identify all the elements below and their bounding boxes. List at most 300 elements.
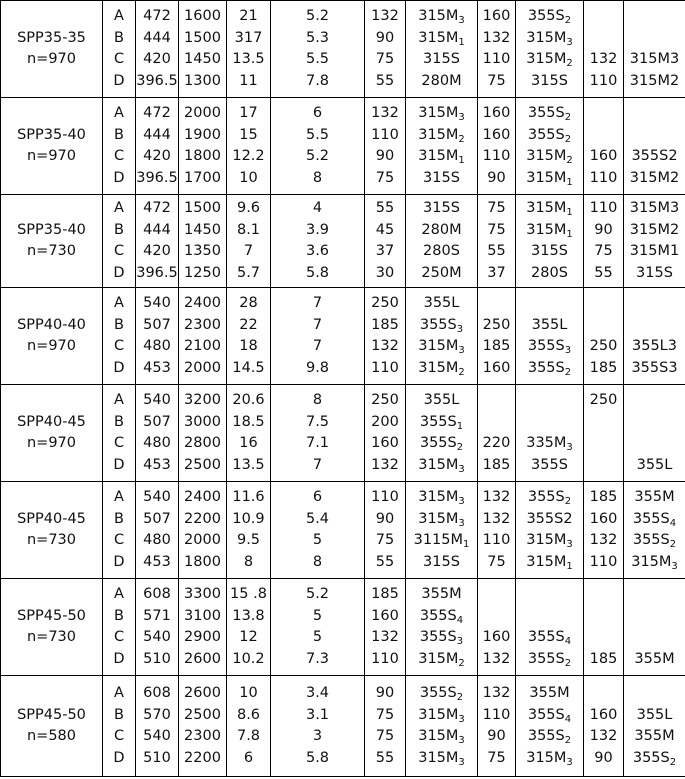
cell-value: 185 <box>482 456 511 473</box>
cell-value: $355S_3$ <box>527 338 572 356</box>
cell-value: 355S2 <box>526 510 573 527</box>
cell-value <box>584 103 623 125</box>
model-speed: n=970 <box>26 51 76 67</box>
cell-value: 540 <box>143 629 171 645</box>
cell-value: 3.9 <box>305 221 330 238</box>
value-col9 <box>478 579 516 676</box>
cell-value: $315M_3$ <box>418 749 465 768</box>
cell-value: C <box>113 629 125 645</box>
cell-value: C <box>113 435 125 451</box>
cell-value: 15 .8 <box>230 586 267 602</box>
variant-cell <box>103 676 136 777</box>
value-col6 <box>271 676 365 777</box>
cell-value: 1600 <box>184 8 221 24</box>
cell-value: 355S2 <box>631 148 678 164</box>
cell-value: 10 <box>239 169 258 186</box>
cell-value: 3000 <box>184 413 221 430</box>
cell-value: 5 <box>312 532 323 548</box>
cell-value: 75 <box>594 243 613 259</box>
cell-value: A <box>114 489 124 505</box>
cell-value: 45 <box>375 221 395 238</box>
value-col9 <box>478 676 516 777</box>
cell-value: 5.5 <box>305 51 330 67</box>
cell-value: A <box>114 200 124 216</box>
cell-value: 110 <box>371 650 399 667</box>
cell-value: 5 <box>312 607 323 624</box>
model-name: SPP35-40 <box>17 127 86 143</box>
table-row <box>1 288 685 385</box>
cell-value <box>478 293 515 315</box>
cell-value: 5.3 <box>305 29 330 46</box>
cell-value: 220 <box>482 435 511 451</box>
cell-value: 75 <box>375 532 395 548</box>
model-name: SPP40-40 <box>17 317 86 333</box>
cell-value: 7 <box>312 338 323 354</box>
cell-value: 11.6 <box>232 489 265 505</box>
value-col9 <box>478 195 516 288</box>
cell-value <box>584 125 623 147</box>
cell-value: 250 <box>371 295 399 311</box>
cell-value: 8.6 <box>236 706 261 723</box>
cell-value <box>624 433 685 455</box>
cell-value: 200 <box>371 413 399 430</box>
cell-value <box>584 683 623 705</box>
cell-value: B <box>114 706 124 723</box>
cell-value: 315S <box>423 51 460 67</box>
cell-value: D <box>113 456 125 473</box>
cell-value: 3 <box>312 728 323 744</box>
cell-value: 480 <box>143 435 171 451</box>
cell-value: 250M <box>421 264 462 281</box>
cell-value: 10.2 <box>232 650 265 667</box>
value-col3 <box>136 385 179 482</box>
cell-value: 16 <box>239 435 258 451</box>
motor-col10 <box>516 1 584 98</box>
cell-value: 9.5 <box>236 532 261 548</box>
cell-value <box>478 584 515 606</box>
cell-value: 1800 <box>184 148 221 164</box>
cell-value: 90 <box>487 728 506 744</box>
cell-value <box>584 433 623 455</box>
cell-value: C <box>113 728 125 744</box>
model-speed: n=970 <box>26 338 76 354</box>
cell-value: $355S_2$ <box>527 489 572 507</box>
table-row <box>1 579 685 676</box>
model-cell <box>1 482 103 579</box>
cell-value: 2300 <box>184 316 221 333</box>
variant-cell <box>103 195 136 288</box>
cell-value: D <box>113 169 125 186</box>
motor-col8 <box>406 676 478 777</box>
value-col5 <box>227 482 271 579</box>
motor-col10 <box>516 288 584 385</box>
cell-value: 3200 <box>184 392 221 408</box>
cell-value: $355S_4$ <box>632 510 677 529</box>
model-name: SPP35-35 <box>17 30 86 46</box>
value-col4 <box>179 482 227 579</box>
cell-value: 453 <box>143 553 171 570</box>
cell-value <box>584 6 623 28</box>
cell-value: 18 <box>239 338 258 354</box>
cell-value: 3.4 <box>305 685 330 701</box>
cell-value: 132 <box>371 105 399 121</box>
variant-cell <box>103 1 136 98</box>
cell-value: 355M <box>634 650 675 667</box>
cell-value: 453 <box>143 359 171 376</box>
cell-value: 6 <box>312 489 323 505</box>
cell-value: 75 <box>375 169 395 186</box>
value-col6 <box>271 579 365 676</box>
cell-value: 540 <box>143 489 171 505</box>
value-col9 <box>478 385 516 482</box>
cell-value: 280M <box>421 221 462 238</box>
cell-value: 2100 <box>184 338 221 354</box>
cell-value: 355M <box>634 728 675 744</box>
cell-value: 5.2 <box>305 586 330 602</box>
cell-value: 420 <box>143 51 171 67</box>
cell-value: 355S <box>531 456 568 473</box>
cell-value: 250 <box>589 392 618 408</box>
cell-value: 185 <box>482 338 511 354</box>
cell-value: $315M_1$ <box>526 553 573 572</box>
cell-value <box>624 125 685 147</box>
motor-col8 <box>406 385 478 482</box>
motor-col12 <box>624 676 685 777</box>
table-row <box>1 676 685 777</box>
cell-value: 315M3 <box>629 51 680 67</box>
cell-value: 472 <box>143 105 171 121</box>
cell-value: 315M3 <box>629 200 680 216</box>
cell-value: 315S <box>423 553 460 570</box>
cell-value: 11 <box>239 72 258 89</box>
cell-value: 2000 <box>184 532 221 548</box>
cell-value: C <box>113 338 125 354</box>
cell-value: 37 <box>375 243 395 259</box>
cell-value: 250 <box>589 338 618 354</box>
model-cell <box>1 195 103 288</box>
cell-value: 8 <box>312 169 323 186</box>
cell-value: 10.9 <box>232 510 265 527</box>
cell-value: 570 <box>143 706 171 723</box>
cell-value: 507 <box>143 316 171 333</box>
motor-col8 <box>406 579 478 676</box>
cell-value: 355M <box>421 586 462 602</box>
cell-value: 21 <box>239 8 258 24</box>
cell-value <box>624 606 685 628</box>
value-col5 <box>227 195 271 288</box>
cell-value: $355S_2$ <box>527 650 572 669</box>
value-col3 <box>136 288 179 385</box>
cell-value <box>516 412 583 434</box>
cell-value: 10 <box>239 685 258 701</box>
cell-value: 160 <box>371 435 399 451</box>
cell-value: 5 <box>312 629 323 645</box>
cell-value: 55 <box>375 72 395 89</box>
cell-value: 110 <box>371 359 399 376</box>
cell-value: 7 <box>312 316 323 333</box>
value-col11 <box>584 288 624 385</box>
cell-value <box>624 627 685 649</box>
cell-value: 4 <box>312 200 323 216</box>
cell-value: 2200 <box>184 510 221 527</box>
cell-value: D <box>113 749 125 766</box>
cell-value: 132 <box>589 728 618 744</box>
cell-value: 315S <box>423 200 460 216</box>
motor-col12 <box>624 579 685 676</box>
cell-value: 90 <box>375 29 395 46</box>
cell-value: B <box>114 510 124 527</box>
motor-col8 <box>406 482 478 579</box>
motor-col10 <box>516 98 584 195</box>
cell-value <box>478 412 515 434</box>
cell-value: 110 <box>589 169 618 186</box>
cell-value: 132 <box>482 685 511 701</box>
cell-value: 315S <box>423 169 460 186</box>
motor-col12 <box>624 385 685 482</box>
cell-value: 5.2 <box>305 8 330 24</box>
cell-value: 571 <box>143 607 171 624</box>
table-row <box>1 482 685 579</box>
cell-value: C <box>113 148 125 164</box>
cell-value: 1300 <box>184 72 221 89</box>
value-col3 <box>136 98 179 195</box>
cell-value: 2300 <box>184 728 221 744</box>
value-col4 <box>179 195 227 288</box>
motor-col10 <box>516 579 584 676</box>
cell-value: D <box>113 264 125 281</box>
cell-value: $355S_3$ <box>419 629 464 647</box>
cell-value: 13.5 <box>232 51 265 67</box>
value-col9 <box>478 288 516 385</box>
motor-col10 <box>516 482 584 579</box>
cell-value: 55 <box>487 243 506 259</box>
cell-value: 1900 <box>184 126 221 143</box>
value-col11 <box>584 676 624 777</box>
value-col9 <box>478 482 516 579</box>
value-col7 <box>365 195 406 288</box>
cell-value: 540 <box>143 728 171 744</box>
cell-value: 132 <box>371 456 399 473</box>
cell-value: 110 <box>589 553 618 570</box>
cell-value: 608 <box>143 586 171 602</box>
cell-value: 110 <box>589 72 618 89</box>
cell-value: 5.4 <box>305 510 330 527</box>
cell-value: 75 <box>375 728 395 744</box>
cell-value: 472 <box>143 8 171 24</box>
variant-cell <box>103 579 136 676</box>
cell-value: 2400 <box>184 295 221 311</box>
cell-value: $315M_1$ <box>526 169 573 188</box>
model-name: SPP35-40 <box>17 222 86 238</box>
cell-value: $355S_2$ <box>632 749 677 768</box>
cell-value: $355S_3$ <box>419 316 464 335</box>
value-col6 <box>271 195 365 288</box>
cell-value: 90 <box>375 685 395 701</box>
cell-value: 420 <box>143 148 171 164</box>
cell-value: 6 <box>243 749 254 766</box>
motor-col8 <box>406 1 478 98</box>
cell-value: 160 <box>589 148 618 164</box>
cell-value: 160 <box>371 607 399 624</box>
cell-value: 90 <box>594 221 613 238</box>
model-speed: n=730 <box>26 629 76 645</box>
cell-value: 28 <box>239 295 258 311</box>
cell-value: 355L <box>636 706 673 723</box>
cell-value: 185 <box>589 650 618 667</box>
cell-value: 160 <box>482 105 511 121</box>
cell-value <box>624 6 685 28</box>
cell-value: $355S_4$ <box>527 706 572 725</box>
cell-value: 1800 <box>184 553 221 570</box>
cell-value: 132 <box>482 510 511 527</box>
cell-value: 472 <box>143 200 171 216</box>
motor-col10 <box>516 385 584 482</box>
cell-value: 317 <box>234 29 263 46</box>
cell-value: 132 <box>482 29 511 46</box>
cell-value: $3115M_1$ <box>413 532 470 550</box>
cell-value: B <box>114 126 124 143</box>
cell-value: 185 <box>371 316 399 333</box>
cell-value: 396.5 <box>136 264 178 281</box>
cell-value: $315M_3$ <box>526 532 573 550</box>
cell-value: 510 <box>143 650 171 667</box>
cell-value: C <box>113 51 125 67</box>
cell-value: 355S3 <box>631 359 678 376</box>
cell-value: 355L <box>531 316 568 333</box>
cell-value: D <box>113 359 125 376</box>
cell-value: 185 <box>371 586 399 602</box>
cell-value: C <box>113 532 125 548</box>
cell-value: 2500 <box>184 456 221 473</box>
cell-value: $355S_2$ <box>527 8 572 26</box>
motor-col10 <box>516 676 584 777</box>
motor-col8 <box>406 288 478 385</box>
cell-value <box>624 390 685 412</box>
cell-value: 55 <box>594 264 613 281</box>
cell-value <box>624 103 685 125</box>
cell-value: A <box>114 295 124 311</box>
cell-value: 3100 <box>184 607 221 624</box>
cell-value: 2000 <box>184 105 221 121</box>
cell-value: 507 <box>143 413 171 430</box>
cell-value: 30 <box>375 264 395 281</box>
value-col11 <box>584 385 624 482</box>
value-col3 <box>136 195 179 288</box>
cell-value <box>624 315 685 337</box>
cell-value: 75 <box>487 72 506 89</box>
cell-value: $355S_4$ <box>527 629 572 647</box>
value-col7 <box>365 482 406 579</box>
table-row <box>1 385 685 482</box>
cell-value: 7.5 <box>305 413 330 430</box>
cell-value: 1500 <box>184 200 221 216</box>
cell-value: 480 <box>143 532 171 548</box>
cell-value: $355S_2$ <box>527 126 572 145</box>
cell-value: 160 <box>589 706 618 723</box>
cell-value: 315S <box>531 243 568 259</box>
cell-value: $355S_1$ <box>419 413 464 432</box>
cell-value: 55 <box>375 200 395 216</box>
cell-value: 280M <box>421 72 462 89</box>
cell-value: 8 <box>312 392 323 408</box>
cell-value: $315M_3$ <box>418 706 465 725</box>
cell-value: 13.5 <box>232 456 265 473</box>
cell-value <box>516 606 583 628</box>
cell-value: 160 <box>589 510 618 527</box>
cell-value: 2500 <box>184 706 221 723</box>
cell-value <box>584 315 623 337</box>
cell-value: $315M_3$ <box>631 553 678 572</box>
value-col7 <box>365 1 406 98</box>
cell-value: 160 <box>482 8 511 24</box>
motor-col8 <box>406 98 478 195</box>
value-col5 <box>227 385 271 482</box>
cell-value: 110 <box>589 200 618 216</box>
motor-col12 <box>624 1 685 98</box>
value-col4 <box>179 288 227 385</box>
value-col5 <box>227 288 271 385</box>
motor-col8 <box>406 195 478 288</box>
cell-value: A <box>114 392 124 408</box>
model-speed: n=970 <box>26 435 76 451</box>
cell-value: 7 <box>312 456 323 473</box>
cell-value: $315M_3$ <box>418 510 465 529</box>
cell-value: 250 <box>482 316 511 333</box>
cell-value: 3300 <box>184 586 221 602</box>
cell-value: $315M_3$ <box>418 338 465 356</box>
cell-value: 2000 <box>184 359 221 376</box>
cell-value: 3.1 <box>305 706 330 723</box>
cell-value: 1250 <box>184 264 221 281</box>
value-col11 <box>584 482 624 579</box>
model-cell <box>1 1 103 98</box>
cell-value: 75 <box>487 749 506 766</box>
value-col4 <box>179 98 227 195</box>
cell-value: $315M_1$ <box>526 200 573 218</box>
cell-value: 110 <box>482 148 511 164</box>
value-col3 <box>136 1 179 98</box>
value-col6 <box>271 1 365 98</box>
cell-value: 90 <box>487 169 506 186</box>
cell-value: 315M2 <box>629 169 680 186</box>
cell-value: 132 <box>371 629 399 645</box>
cell-value: D <box>113 553 125 570</box>
cell-value: 55 <box>375 749 395 766</box>
cell-value: 12 <box>239 629 258 645</box>
cell-value: 185 <box>589 359 618 376</box>
value-col7 <box>365 98 406 195</box>
cell-value: 315S <box>531 72 568 89</box>
cell-value: $355S_2$ <box>419 435 464 453</box>
cell-value <box>624 293 685 315</box>
cell-value: 160 <box>482 359 511 376</box>
cell-value: 13.8 <box>232 607 265 624</box>
value-col11 <box>584 1 624 98</box>
cell-value: 90 <box>594 749 613 766</box>
table-row <box>1 98 685 195</box>
cell-value: 17 <box>239 105 258 121</box>
cell-value: $315M_2$ <box>526 148 573 166</box>
cell-value: 420 <box>143 243 171 259</box>
cell-value: 1450 <box>184 51 221 67</box>
cell-value: $315M_2$ <box>526 51 573 69</box>
cell-value: 7.8 <box>236 728 261 744</box>
cell-value: 453 <box>143 456 171 473</box>
cell-value: 250 <box>371 392 399 408</box>
cell-value: 90 <box>375 148 395 164</box>
cell-value: 1450 <box>184 221 221 238</box>
cell-value: $355S_2$ <box>632 532 677 550</box>
